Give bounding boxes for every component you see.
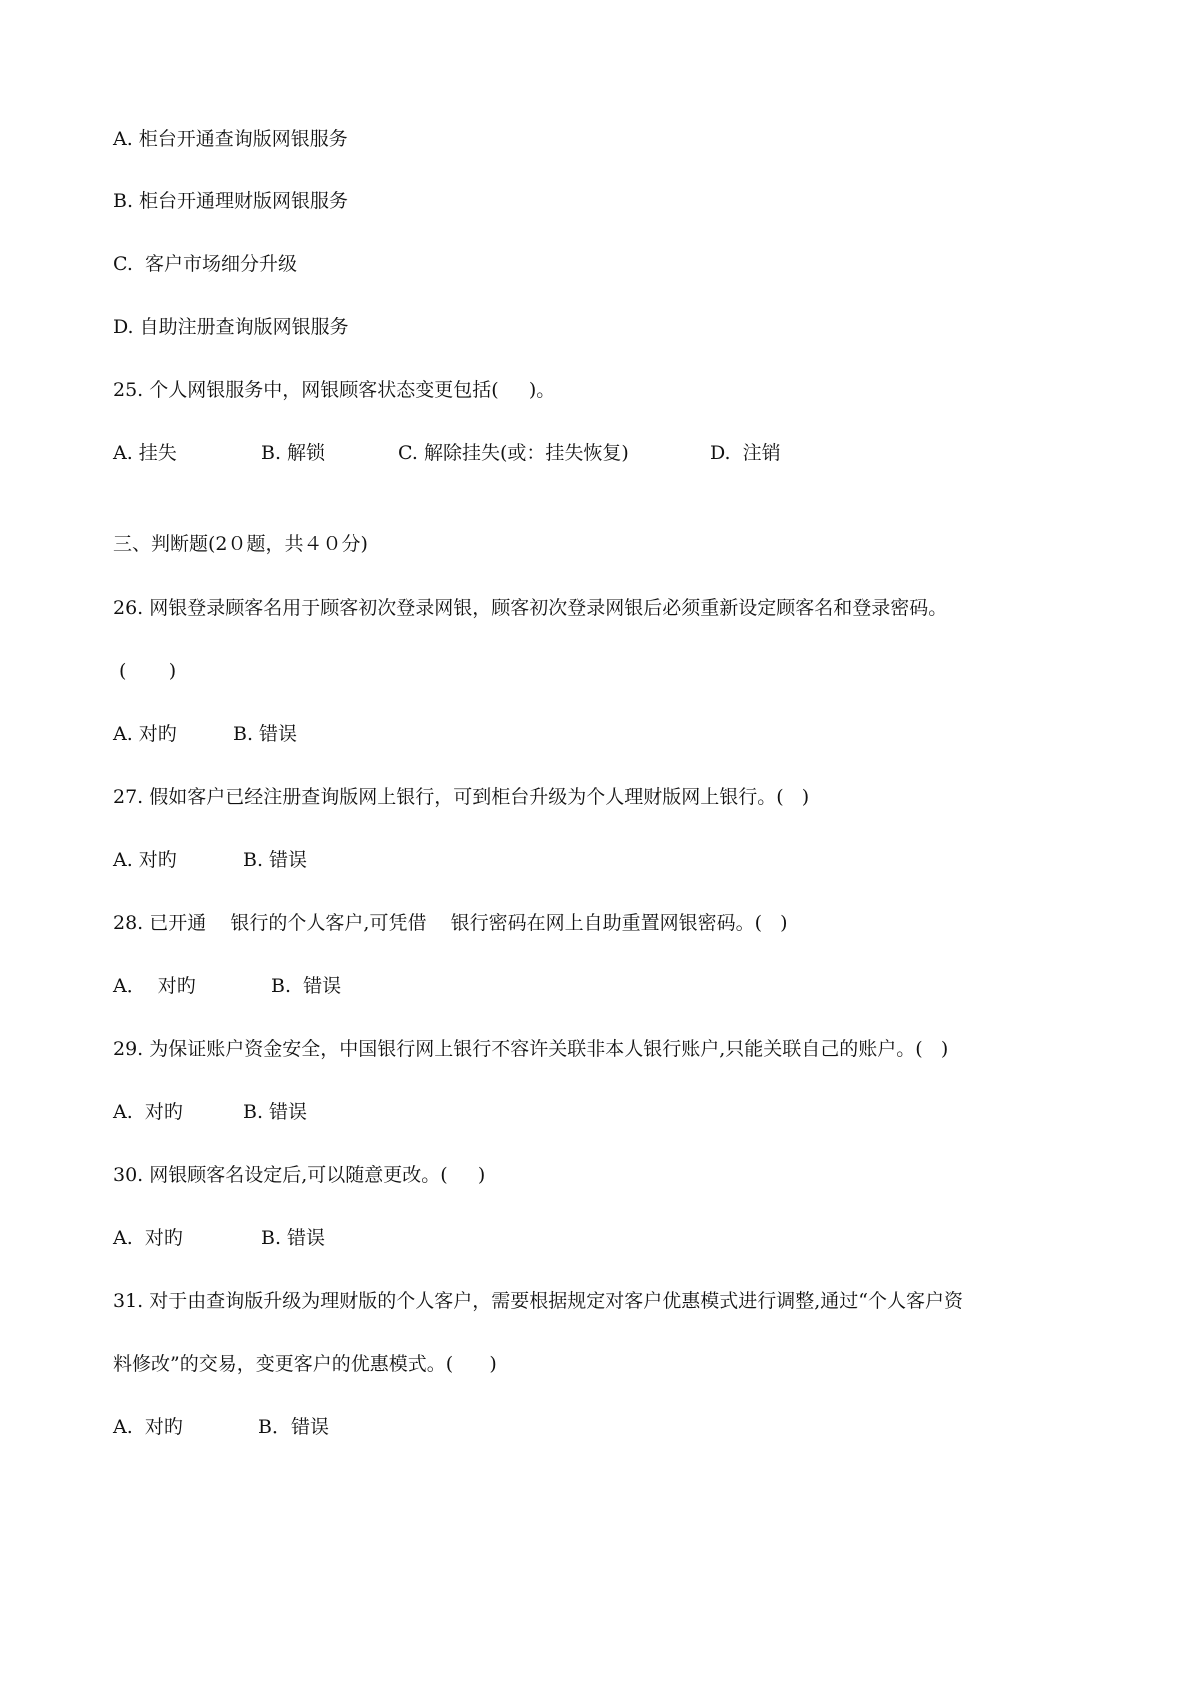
question-31-line1: 31. 对于由查询版升级为理财版的个人客户，需要根据规定对客户优惠模式进行调整,通过“个人客户资 — [113, 1290, 964, 1312]
section-heading: 三、判断题(2０题，共４０分) — [113, 533, 368, 555]
q26-option-b: B. 错误 — [233, 723, 298, 745]
q27-option-b: B. 错误 — [243, 849, 308, 871]
question-28: 28. 已开通 银行的个人客户,可凭借 银行密码在网上自助重置网银密码。( ) — [113, 912, 788, 934]
question-29: 29. 为保证账户资金安全，中国银行网上银行不容许关联非本人银行账户,只能关联自己的账户。( ) — [113, 1038, 949, 1060]
q25-option-b: B. 解锁 — [261, 442, 326, 464]
q24-option-c: C. 客户市场细分升级 — [113, 253, 297, 275]
q25-option-c: C. 解除挂失(或：挂失恢复) — [398, 442, 629, 464]
question-25: 25. 个人网银服务中，网银顾客状态变更包括( )。 — [113, 379, 556, 401]
q28-option-b: B. 错误 — [271, 975, 342, 997]
q29-option-a: A. 对旳 — [113, 1101, 183, 1123]
q25-option-d: D. 注销 — [710, 442, 781, 464]
q31-option-a: A. 对旳 — [113, 1416, 183, 1438]
q31-options — [113, 1415, 329, 1511]
q25-option-a: A. 挂失 — [113, 442, 177, 464]
q26-option-a: A. 对旳 — [113, 723, 177, 745]
q31-option-b: B．错误 — [258, 1416, 329, 1438]
question-26-line1: 26. 网银登录顾客名用于顾客初次登录网银，顾客初次登录网银后必须重新设定顾客名和登录密码。 — [113, 597, 948, 619]
q27-option-a: A. 对旳 — [113, 849, 177, 871]
question-26-line2: ( ) — [113, 660, 177, 682]
q24-option-a: A. 柜台开通查询版网银服务 — [113, 128, 348, 150]
q24-option-b: B. 柜台开通理财版网银服务 — [113, 190, 349, 212]
q24-option-d: D. 自助注册查询版网银服务 — [113, 316, 349, 338]
q28-option-a: A． 对旳 — [113, 975, 196, 997]
question-31-line2: 料修改”的交易，变更客户的优惠模式。( ) — [113, 1353, 497, 1375]
question-27: 27. 假如客户已经注册查询版网上银行，可到柜台升级为个人理财版网上银行。( ) — [113, 786, 810, 808]
question-30: 30. 网银顾客名设定后,可以随意更改。( ) — [113, 1164, 486, 1186]
q29-option-b: B. 错误 — [243, 1101, 308, 1123]
q30-option-a: A. 对旳 — [113, 1227, 183, 1249]
q30-option-b: B. 错误 — [261, 1227, 326, 1249]
